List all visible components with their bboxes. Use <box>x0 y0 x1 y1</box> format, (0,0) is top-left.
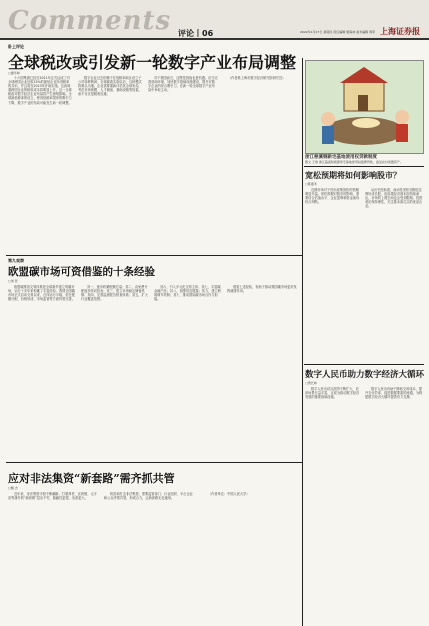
paragraph: 数字人民币试点范围不断扩大，应用场景日益丰富，正成为推动数字经济发展的重要基础设施。 <box>305 387 360 400</box>
cartoon-drawing <box>306 61 423 153</box>
paragraph: 欧盟碳排放交易体系是全球最早建立的碳市场，运行十多年来积累了丰富经验。我国全国碳市场正式启动交易以来，总体运行平稳，但在配额分配、价格形成、市场监管等方面仍需完善。 <box>8 285 75 302</box>
paragraph: 防范和打击非法集资，需要监管部门、行业组织、平台企业和公众齐抓共管，形成合力，让新套路无处遁形。 <box>104 492 193 501</box>
article-title: 应对非法集资“新套路”需齐抓共管 <box>8 472 175 485</box>
article-body <box>8 285 76 459</box>
cartoon-caption <box>305 156 422 164</box>
paragraph: （作者单位：中国人民大学） <box>208 492 250 496</box>
paragraph: 数字企业过去依赖于在低税率地区设立子公司转移利润，全球税改实施以后，这种模式将难以为继。企业需要重新评估其全球布局，考虑市场规模、人才储备、基础设施等因素，而不仅仅是税收优惠。 <box>78 76 142 97</box>
article-body <box>365 387 423 621</box>
date-info: 2022年1月27日 星期四 责任编辑 施海林 美术编辑 周军 <box>300 30 376 34</box>
article-byline: □陈嘉禾 <box>305 182 317 186</box>
paragraph: 对于我国而言，这既是挑战也是机遇。应当完善营商环境，加快数字基础设施建设，提升对数字企业的综合吸引力，在新一轮全球数字产业布局中争取主动。 <box>148 76 218 93</box>
article-title: 宽松预期将如何影响股市？ <box>305 170 401 180</box>
article-body <box>81 285 149 459</box>
paragraph: 借鉴上述经验，有助于推动我国碳市场更好发挥减排作用。 <box>227 285 297 294</box>
paragraph: 近期市场对于货币政策宽松的预期明显升温。宽松预期对股市的影响，需要结合估值水平、企业盈利和资金流向综合判断。 <box>305 188 360 205</box>
masthead <box>0 0 429 40</box>
article-byline: □曾长林 <box>305 381 317 385</box>
article-body <box>305 387 361 621</box>
paragraph: （作者系上海市数字经济研究院研究员） <box>228 76 286 80</box>
article-body <box>227 285 299 459</box>
article-body <box>104 492 196 622</box>
divider <box>6 255 302 256</box>
comments-logo: Comments <box>8 6 172 36</box>
cartoon-illustration <box>305 60 424 154</box>
article-body <box>8 76 72 252</box>
article-body <box>365 188 423 360</box>
paragraph: 数字人民币有助于降低交易成本，提升支付效率，促进数据要素的流通，为构建数字经济大循环提供有力支撑。 <box>365 387 423 400</box>
article-byline: □鲍 吉 <box>8 486 18 490</box>
paragraph: 从历史经验看，流动性宽松初期往往利好成长股，但如果经济基本面持续承压，市场的上涨空间也会受到限制。投资者应保持理性，关注基本面扎实的优质企业。 <box>365 188 423 209</box>
paragraph: 其一，逐步收紧配额总量；其二，由免费分配逐步转向拍卖；其三，建立市场稳定储备机制；其四，完善监测报告核查体系；其五，扩大行业覆盖范围。 <box>81 285 148 302</box>
paragraph: 其六，引入多元化交易主体；其七，丰富碳金融产品；其八，加强信息披露；其九，建立跨境调节机制；其十，推动国际碳市场合作与衔接。 <box>154 285 221 302</box>
article-title: 数字人民币助力数字经济大循环 <box>305 370 425 380</box>
article-kicker: 第九观察 <box>8 258 24 263</box>
article-byline: □谢乐林 <box>8 71 20 75</box>
caption-text: 图文 王琪 浙江慈溪积极探索宅基地使用权抵押贷款，盘活农村闲置资产。 <box>305 160 403 164</box>
caption-title: 浙江慈溪钢新宅基地使用权贷款制度 <box>305 155 377 160</box>
newspaper-brand: 上海证券报 <box>380 26 420 36</box>
divider <box>304 166 424 167</box>
article-body <box>305 188 361 360</box>
article-title: 全球税改或引发新一轮数字产业布局调整 <box>8 53 297 72</box>
article-body <box>78 76 142 252</box>
article-body <box>202 492 298 622</box>
paragraph: 十六国集团已经在2021年正式达成了对全球跨国企业征收15%的最低企业所得税率的共识，并且将在2023年开始实施。这意味着跨国企业的税收成本将明显上升。这一全球税改对数字经济企业布局将产生深刻影响。全球最低税率的设立，使得低税率国家的吸引力下降，数字产业的布局可能发生新一轮调整。 <box>8 76 72 105</box>
article-body <box>222 76 298 252</box>
article-byline: □刘 哲 <box>8 279 18 283</box>
article-body <box>154 285 222 459</box>
article-body <box>8 492 98 622</box>
divider <box>304 364 424 365</box>
divider <box>302 58 303 626</box>
paragraph: 近年来，非法集资手段不断翻新，打着养老、区块链、元宇宙等旗号的“新套路”层出不穷，隐蔽性更强，危害更大。 <box>8 492 97 501</box>
article-kicker: 卧上评论 <box>8 44 24 49</box>
article-body <box>148 76 218 252</box>
section-label: 评论丨06 <box>178 29 214 38</box>
divider <box>6 462 302 463</box>
article-title: 欧盟碳市场可资借鉴的十条经验 <box>8 266 155 278</box>
